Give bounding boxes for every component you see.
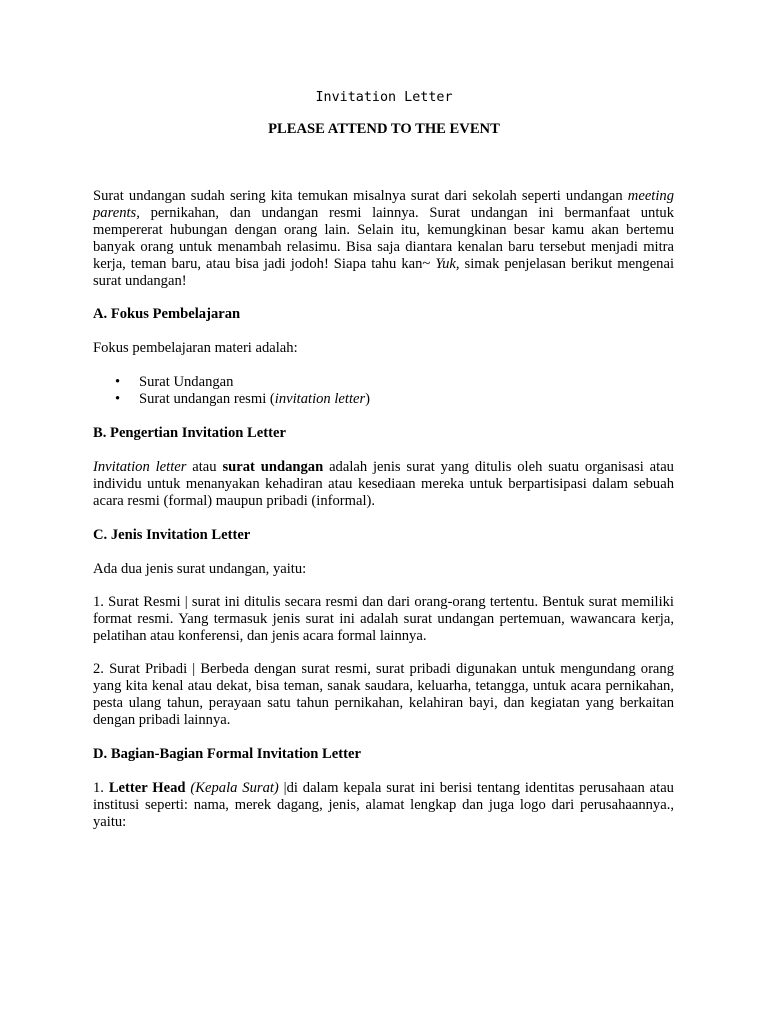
list-item — [93, 391, 674, 408]
focus-list — [93, 374, 674, 408]
section-a-text: Fokus pembelajaran materi adalah: — [93, 340, 298, 356]
section-d-strong: Letter Head — [108, 780, 186, 796]
section-d-text: |di dalam kepala surat ini berisi tentang identitas perusahaan atau institusi seperti: nama, merek dagang, jenis, alamat lengkap dan juga logo dari perusahaannya., yaitu: — [93, 780, 674, 830]
section-b-paragraph — [93, 459, 674, 510]
section-a-heading: A. Fokus Pembelajaran — [93, 306, 241, 322]
section-d-item-1 — [93, 780, 674, 831]
list-item-text-end: ) — [365, 391, 371, 407]
document-title: Invitation Letter — [315, 90, 453, 105]
section-c-heading: C. Jenis Invitation Letter — [93, 527, 251, 543]
section-b-text-1: atau — [186, 459, 223, 475]
section-b-text-2: adalah jenis surat yang ditulis oleh suatu organisasi atau individu untuk menanyakan kehadiran atau kesediaan mereka untuk berpartisipasi dalam sebuah acara resmi (formal) maupun pribadi (informal). — [93, 459, 674, 509]
intro-emphasis-2: Yuk, — [435, 256, 460, 272]
section-d-heading: D. Bagian-Bagian Formal Invitation Letter — [93, 746, 361, 762]
section-d-number: 1. — [93, 780, 109, 796]
list-item — [93, 374, 674, 391]
document-subtitle: PLEASE ATTEND TO THE EVENT — [268, 121, 500, 137]
section-b-emphasis: Invitation letter — [93, 459, 187, 475]
section-c-intro: Ada dua jenis surat undangan, yaitu: — [93, 561, 307, 577]
document-body — [93, 188, 674, 847]
section-b-strong: surat undangan — [222, 459, 324, 475]
section-b-heading: B. Pengertian Invitation Letter — [93, 425, 286, 441]
list-item-emphasis: invitation letter — [274, 391, 366, 407]
bullet-icon: • — [115, 374, 121, 390]
intro-text-2: pernikahan, dan undangan resmi lainnya. Surat undangan ini bermanfaat untuk mempererat hubungan dengan orang lain. Selain itu, kemungkinan besar kamu akan bertemu banyak orang untuk menambah relasimu. Bisa saja diantara kenalan baru tersebut menjadi mitra kerja, teman baru, atau bisa jadi jodoh! Siapa tahu kan~ — [93, 205, 674, 272]
intro-emphasis-1: meeting parents, — [93, 188, 674, 221]
intro-paragraph — [93, 188, 674, 290]
intro-text-3: simak penjelasan berikut mengenai surat undangan! — [93, 256, 675, 289]
bullet-icon: • — [115, 391, 121, 407]
list-item-text: Surat Undangan — [139, 374, 234, 390]
list-item-text: Surat undangan resmi ( — [139, 391, 275, 407]
section-d-emphasis: (Kepala Surat) — [185, 780, 279, 796]
intro-text-1: Surat undangan sudah sering kita temukan misalnya surat dari sekolah seperti undangan — [93, 188, 628, 204]
section-c-item-1: 1. Surat Resmi | surat ini ditulis secara resmi dan dari orang-orang tertentu. Bentuk surat memiliki format resmi. Yang termasuk jenis surat ini adalah surat undangan pertemuan, wawancara kerja, pelatihan atau konferensi, dan jenis acara formal lainnya. — [93, 594, 674, 644]
section-c-item-2: 2. Surat Pribadi | Berbeda dengan surat resmi, surat pribadi digunakan untuk mengundang orang yang kita kenal atau dekat, bisa teman, sanak saudara, keluarha, tetangga, untuk acara pernikahan, pesta ulang tahun, perayaan satu tahun pernikahan, kelahiran bayi, dan kegiatan yang berkaitan dengan pribadi lainnya. — [93, 661, 674, 728]
